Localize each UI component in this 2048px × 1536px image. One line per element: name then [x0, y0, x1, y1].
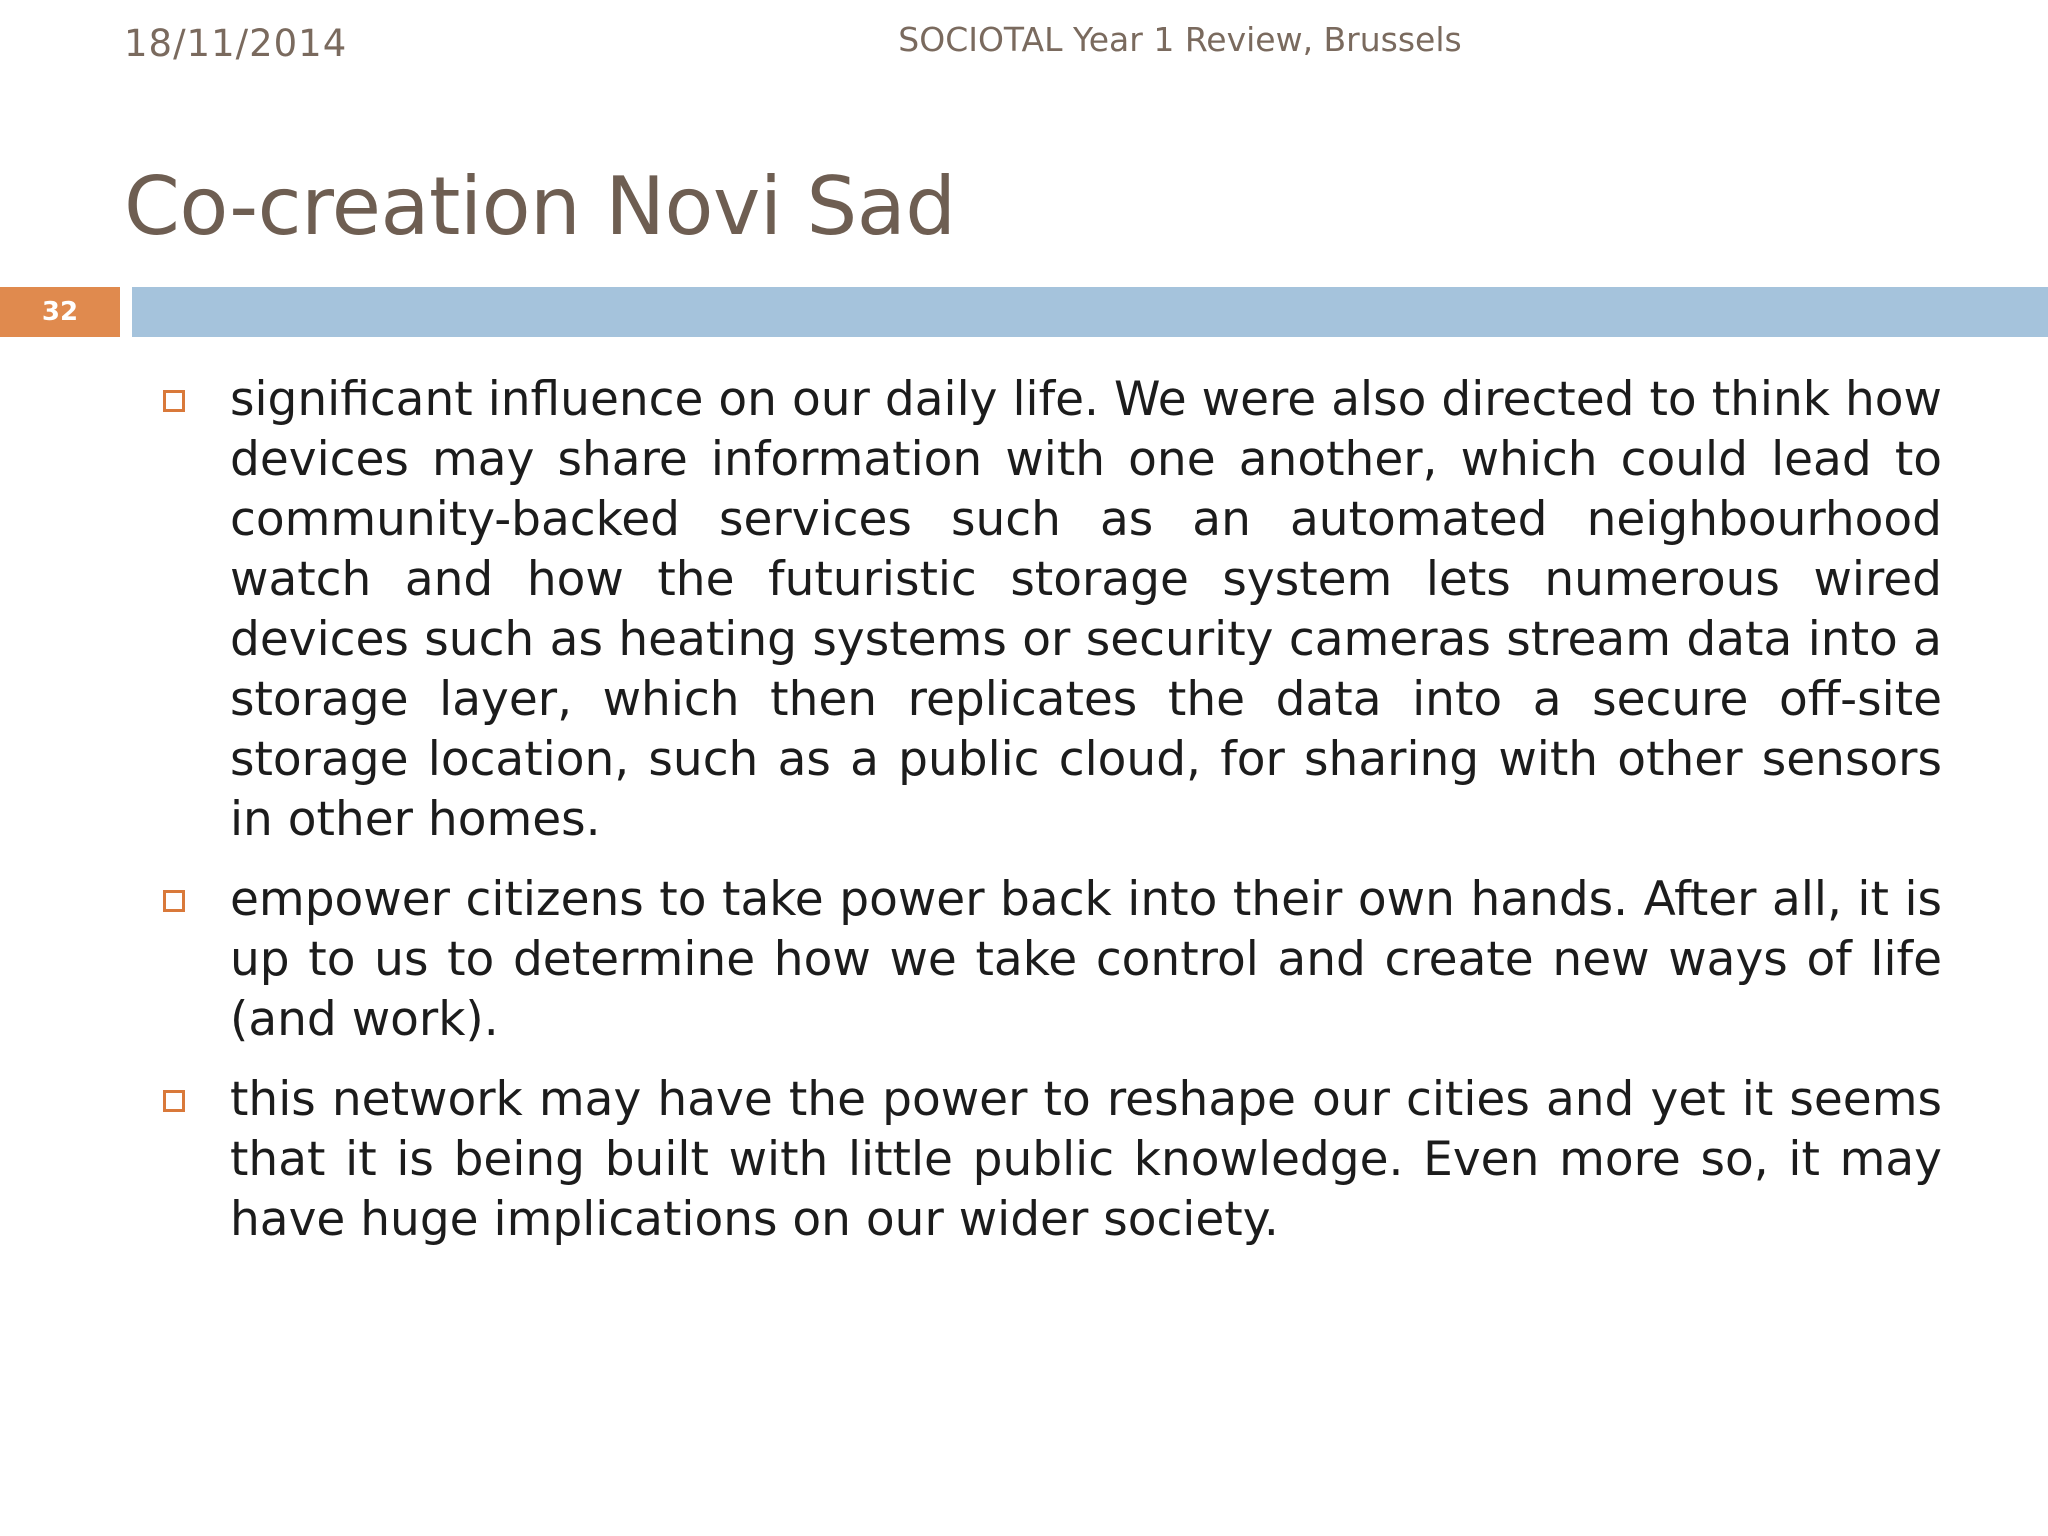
square-bullet-icon: [163, 890, 185, 912]
bullet-item: [160, 1070, 1942, 1250]
slide-title: Co-creation Novi Sad: [124, 160, 956, 253]
header-date: 18/11/2014: [124, 22, 348, 65]
bullet-text: this network may have the power to reshape our cities and yet it seems that it is being built with little public knowledge. Even more so, it may have huge implications on our wider society.: [230, 1072, 1942, 1247]
square-bullet-icon: [163, 390, 185, 412]
bullet-item: [160, 870, 1942, 1050]
header-event-title: SOCIOTAL Year 1 Review, Brussels: [898, 20, 1462, 59]
bullet-text: significant influence on our daily life. We were also directed to think how devices may share information with one another, which could lead to community-backed services such as an automated neighbourhood watch and how the futuristic storage system lets numerous wired devices such as heating systems or security cameras stream data into a storage layer, which then replicates the data into a secure off-site storage location, such as a public cloud, for sharing with other sensors in other homes.: [230, 372, 1942, 847]
bullet-list: [160, 370, 1942, 1270]
bullet-item: [160, 370, 1942, 850]
slide-number: 32: [0, 287, 120, 337]
square-bullet-icon: [163, 1090, 185, 1112]
bullet-text: empower citizens to take power back into their own hands. After all, it is up to us to determine how we take control and create new ways of life (and work).: [230, 872, 1942, 1047]
title-divider-bar: [132, 287, 2048, 337]
